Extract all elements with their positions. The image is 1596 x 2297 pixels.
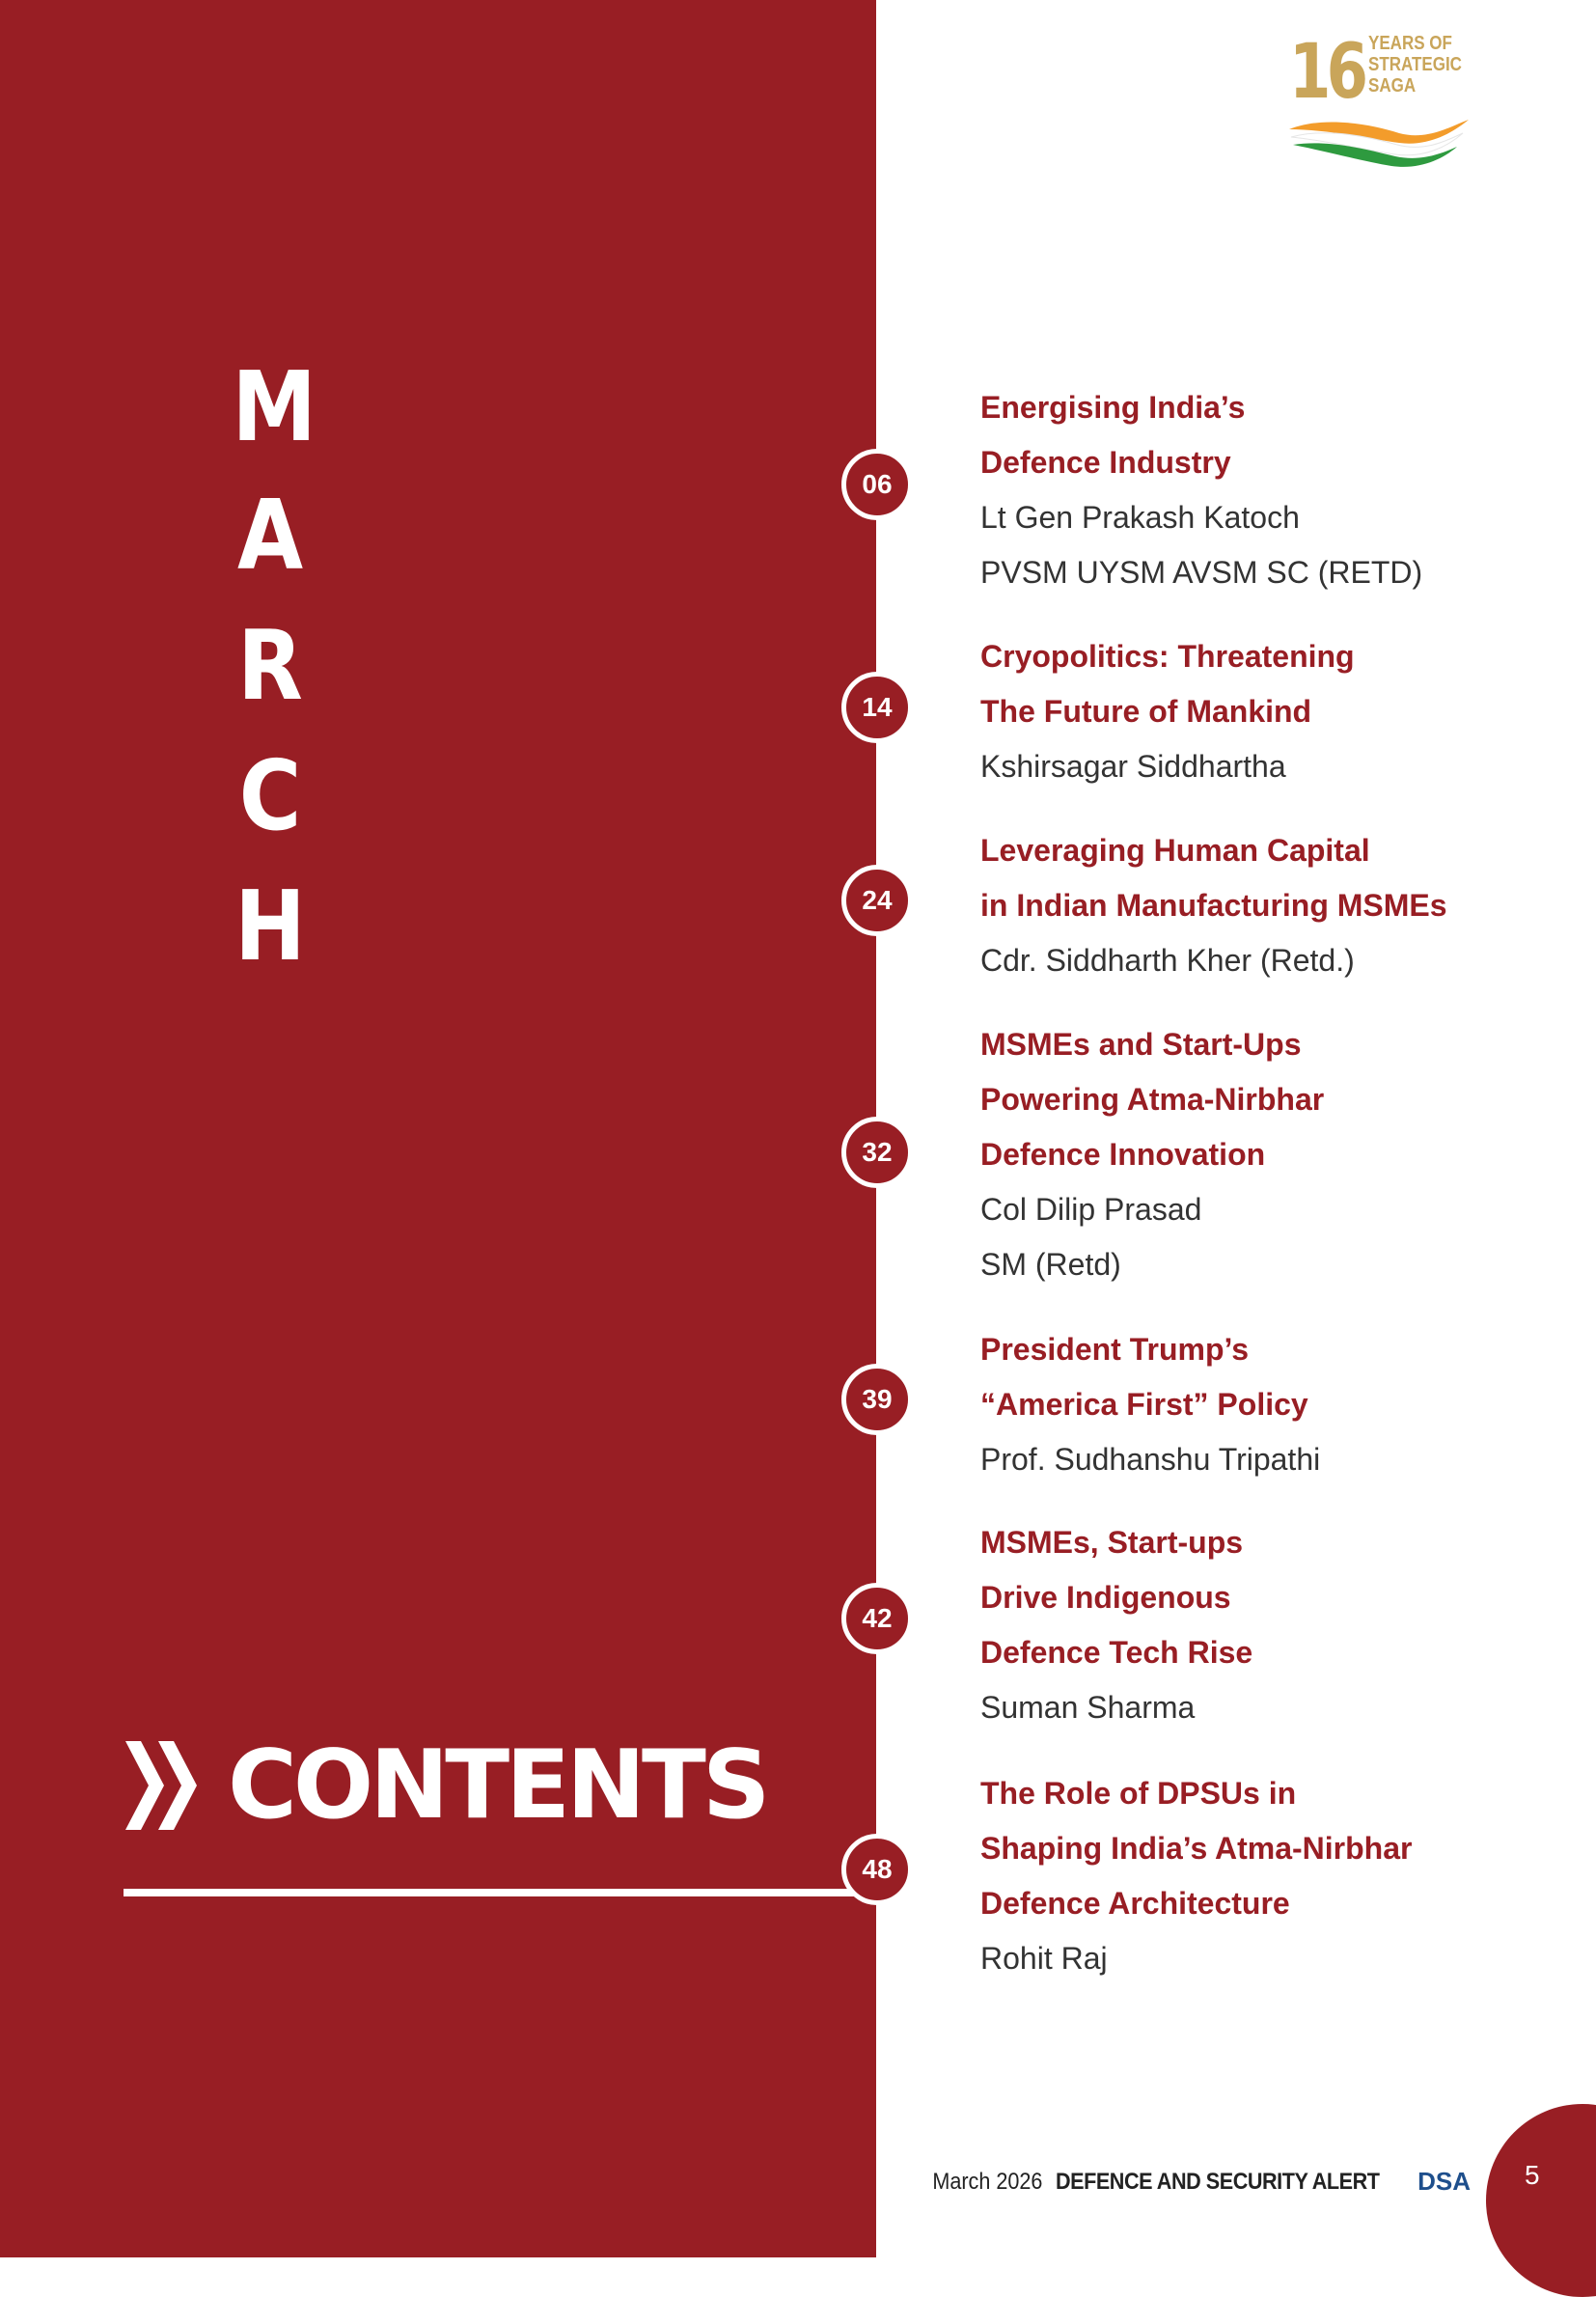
- entry-title-line: The Role of DPSUs in: [980, 1776, 1297, 1811]
- entry-title-line: MSMEs and Start-Ups: [980, 1027, 1302, 1062]
- entry-author-line: Col Dilip Prasad: [980, 1192, 1202, 1227]
- entry-title-line: MSMEs, Start-ups: [980, 1525, 1244, 1560]
- footer-month: March 2026: [931, 2168, 1042, 2195]
- page-badge[interactable]: 42: [841, 1583, 913, 1654]
- entry-title-line: Defence Industry: [980, 445, 1231, 480]
- entry-title-line: Energising India’s: [980, 390, 1246, 425]
- entry-title-line: in Indian Manufacturing MSMEs: [980, 888, 1447, 923]
- double-chevron-icon: [124, 1737, 201, 1834]
- toc-entry[interactable]: [980, 1322, 1559, 1487]
- tricolour-swoosh-icon: [1283, 114, 1476, 191]
- anniversary-logo: [1283, 29, 1476, 164]
- page-badge[interactable]: 39: [841, 1364, 913, 1435]
- entry-title-line: Drive Indigenous: [980, 1580, 1231, 1615]
- toc-entry[interactable]: [980, 823, 1559, 988]
- entry-title-line: President Trump’s: [980, 1332, 1249, 1367]
- toc-entry[interactable]: [980, 380, 1559, 600]
- entry-title-line: “America First” Policy: [980, 1387, 1308, 1422]
- month-letter-m: M: [232, 350, 316, 463]
- entry-title-line: Defence Innovation: [980, 1137, 1266, 1172]
- entry-author-line: Prof. Sudhanshu Tripathi: [980, 1442, 1321, 1477]
- page-badge[interactable]: 24: [841, 865, 913, 936]
- entry-title-line: Defence Tech Rise: [980, 1635, 1253, 1670]
- entry-author-line: Cdr. Siddharth Kher (Retd.): [980, 943, 1355, 978]
- page-badge[interactable]: 48: [841, 1834, 913, 1905]
- month-letter-r: R: [237, 609, 303, 722]
- entry-title-line: Shaping India’s Atma-Nirbhar: [980, 1831, 1413, 1866]
- entry-author-line: Rohit Raj: [980, 1941, 1108, 1976]
- page-badge[interactable]: 14: [841, 672, 913, 743]
- logo-line-1: YEARS OF: [1368, 33, 1452, 54]
- entry-title-line: The Future of Mankind: [980, 694, 1312, 729]
- logo-line-2: STRATEGIC: [1368, 54, 1462, 75]
- toc-entry[interactable]: [980, 1515, 1559, 1735]
- month-letter-a: A: [236, 479, 304, 592]
- footer: [926, 2167, 1471, 2197]
- heading-underline: [124, 1889, 876, 1896]
- logo-line-3: SAGA: [1368, 75, 1417, 97]
- contents-title: CONTENTS: [228, 1730, 767, 1840]
- entry-author-line: PVSM UYSM AVSM SC (RETD): [980, 555, 1423, 590]
- page-number: 5: [1525, 2160, 1540, 2190]
- entry-author-line: SM (Retd): [980, 1247, 1121, 1282]
- entry-title-line: Leveraging Human Capital: [980, 833, 1370, 868]
- entry-title-line: Powering Atma-Nirbhar: [980, 1082, 1325, 1117]
- toc-entry[interactable]: [980, 1017, 1559, 1292]
- contents-heading: [124, 1730, 767, 1840]
- entry-title-line: Defence Architecture: [980, 1886, 1290, 1921]
- entry-author-line: Suman Sharma: [980, 1690, 1196, 1725]
- page-badge[interactable]: 06: [841, 449, 913, 520]
- month-letter-h: H: [234, 870, 306, 982]
- footer-brand: DEFENCE AND SECURITY ALERT: [1056, 2168, 1380, 2195]
- entry-title-line: Cryopolitics: Threatening: [980, 639, 1355, 674]
- logo-number: 16: [1289, 29, 1364, 116]
- toc-entry[interactable]: [980, 1766, 1559, 1986]
- entry-author-line: Lt Gen Prakash Katoch: [980, 500, 1300, 535]
- page-number-circle: [1486, 2104, 1596, 2297]
- month-letter-c: C: [238, 739, 302, 852]
- entry-author-line: Kshirsagar Siddhartha: [980, 749, 1286, 784]
- page-badge[interactable]: 32: [841, 1117, 913, 1188]
- footer-dsa-logo: DSA: [1417, 2167, 1471, 2196]
- toc-entry[interactable]: [980, 629, 1559, 794]
